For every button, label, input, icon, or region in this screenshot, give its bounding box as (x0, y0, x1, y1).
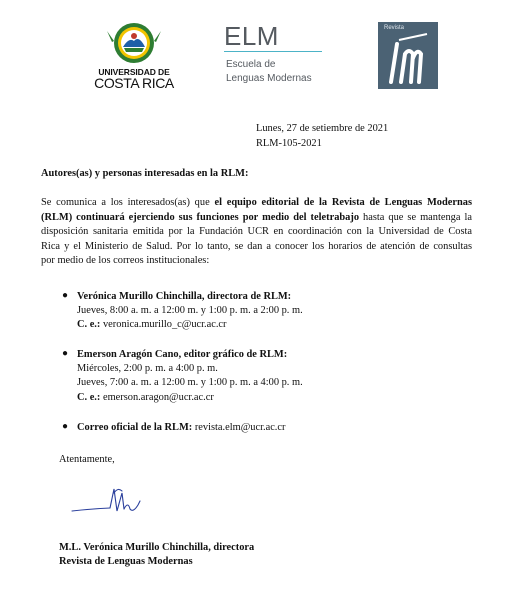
contact-email-line (77, 391, 214, 406)
bullet-icon: ● (62, 348, 69, 359)
bullet-icon: ● (62, 290, 69, 301)
contact-name: Correo oficial de la RLM: (77, 422, 193, 433)
contact-email[interactable]: veronica.murillo_c@ucr.ac.cr (102, 319, 227, 330)
elm-rule (224, 51, 322, 52)
body-line-2 (41, 211, 472, 226)
body-line-1a: Se comunica a los interesados(as) que (41, 197, 215, 208)
revista-label: Revista (384, 25, 405, 31)
contact-email[interactable]: revista.elm@ucr.ac.cr (194, 422, 286, 433)
email-label: C. e.: (77, 319, 101, 330)
body-line-1b: el equipo editorial de la Revista de Lenguas Modernas (214, 197, 472, 208)
contact-name: Verónica Murillo Chinchilla, directora de RLM: (77, 291, 292, 302)
bullet-icon: ● (62, 421, 69, 432)
contact-name: Emerson Aragón Cano, editor gráfico de RLM: (77, 349, 288, 360)
letter-date: Lunes, 27 de setiembre de 2021 (256, 123, 389, 134)
signer-name: M.L. Verónica Murillo Chinchilla, directora (59, 542, 255, 553)
contact-email[interactable]: emerson.aragon@ucr.ac.cr (102, 392, 214, 403)
closing: Atentamente, (59, 454, 115, 465)
body-paragraph (41, 196, 472, 269)
official-email-line (77, 421, 285, 436)
letter-reference: RLM-105-2021 (256, 138, 322, 149)
contact-email-line (77, 318, 227, 333)
salutation: Autores(as) y personas interesadas en la RLM: (41, 168, 249, 179)
body-line-5: por medio de los correos institucionales: (41, 255, 210, 266)
elm-line1: Escuela de (226, 59, 276, 70)
body-line-3: disposición sanitaria emitida por la Fundación UCR en coordinación con la Universidad de Costa (41, 226, 472, 237)
elm-acronym: ELM (224, 21, 279, 51)
lm-mark-icon (383, 30, 437, 88)
email-label: C. e.: (77, 392, 101, 403)
body-line-2b: hasta que se mantenga la (359, 211, 472, 223)
body-line-2a: (RLM) continuará ejerciendo sus funciones por medio del teletrabajo (41, 211, 360, 223)
signer-title: Revista de Lenguas Modernas (59, 556, 193, 567)
elm-line2: Lenguas Modernas (226, 73, 312, 84)
body-line-1 (41, 196, 472, 211)
body-line-4: Rica y el Ministerio de Salud. Por lo tanto, se dan a conocer los horarios de atención de consultas (41, 240, 472, 252)
contact-schedule: Jueves, 7:00 a. m. a 12:00 m. y 1:00 p. m. a 4:00 p. m. (77, 377, 303, 388)
ucr-name-line2: COSTA RICA (94, 75, 174, 91)
contact-schedule: Miércoles, 2:00 p. m. a 4:00 p. m. (77, 363, 218, 374)
ucr-name-line1: UNIVERSIDAD DE (98, 67, 170, 77)
signature-icon (70, 481, 156, 523)
contact-schedule: Jueves, 8:00 a. m. a 12:00 m. y 1:00 p. m. a 2:00 p. m. (77, 305, 303, 316)
